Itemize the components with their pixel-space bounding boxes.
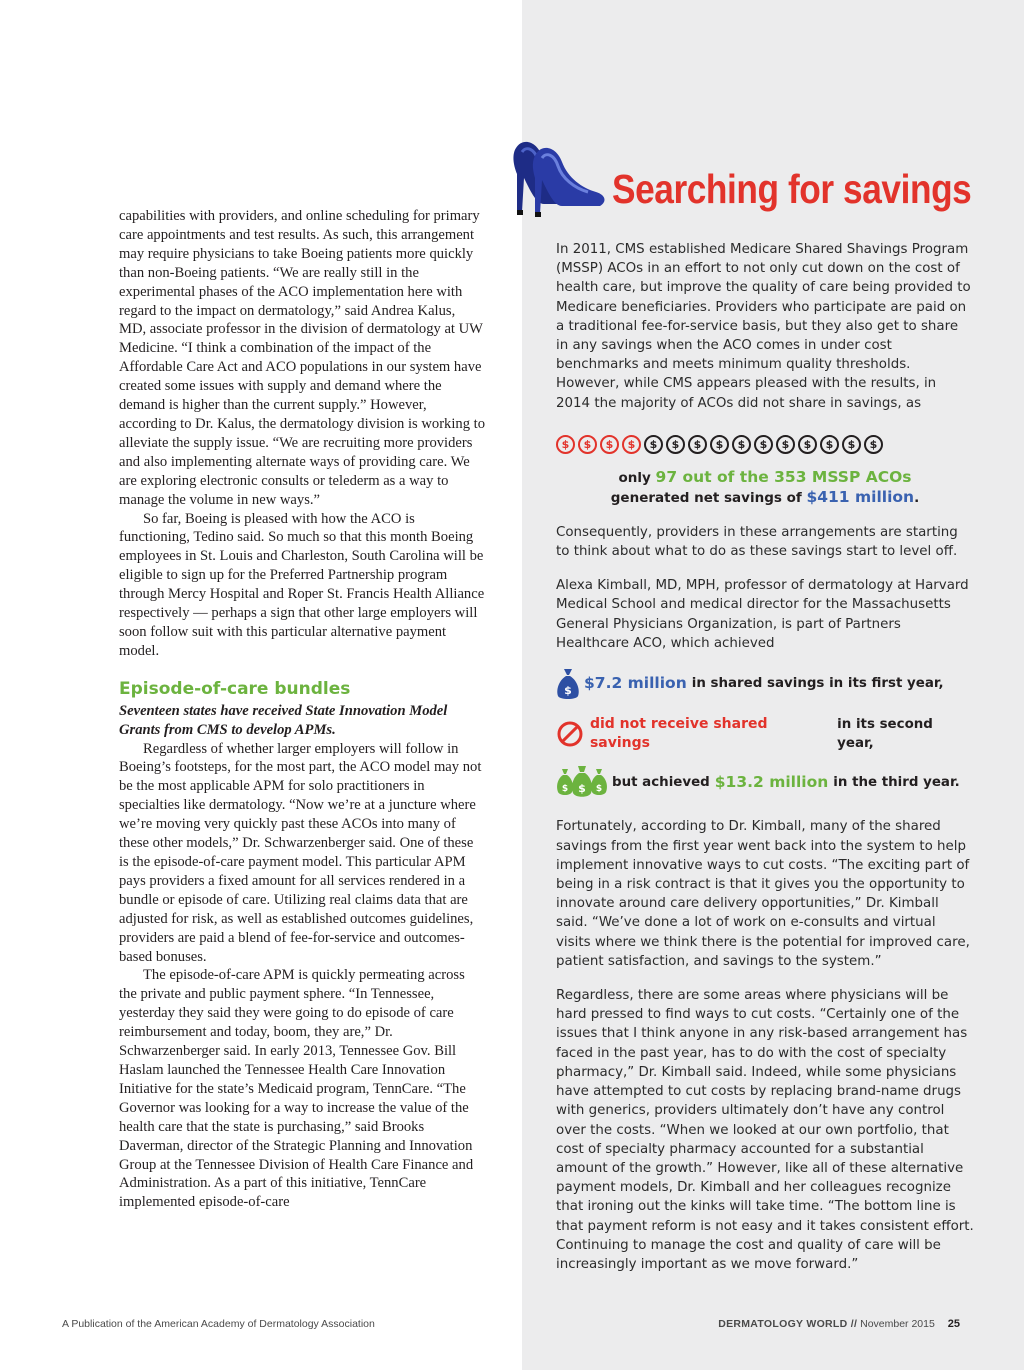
dollar-coin-icon-highlighted: $ [600, 435, 619, 454]
year1-amount: $7.2 million [584, 674, 687, 693]
article-paragraph: The episode-of-care APM is quickly permeating across the private and public payment sphere. “In Tennessee, yesterday they said they were going to do episode of care reimbursement and today, boom, they are,” Dr. Schwarzenberger said. In early 2013, Tennessee Gov. Bill Haslam launched the Tennessee Health Care Innovation Initiative for the state’s Medicaid program, TennCare. “The Governor was looking for a way to increase the value of the health care that the state is purchasing,” said Brooks Daverman, director of the Strategic Planning and Innovation Group at the Tennessee Division of Health Care Finance and Administration. As a part of this initiative, TennCare implemented episode-of-care [119, 967, 474, 1211]
year2-row [556, 715, 974, 753]
sidebar-intro: In 2011, CMS established Medicare Shared Shavings Program (MSSP) ACOs in an effort to not only cut down on the cost of health care, but improve the quality of care being provided to Medicare beneficiaries. Providers who participate are paid on a traditional fee-for-service basis, but they also get to share in any savings when the ACO comes in under cost benchmarks and meets minimum quality thresholds. However, while CMS appears pleased with the results, in 2014 the majority of ACOs did not share in savings, as [556, 242, 971, 411]
svg-text:$: $ [578, 782, 586, 796]
high-heels-icon [508, 134, 608, 224]
dollar-coin-icon-highlighted: $ [622, 435, 641, 454]
dollar-coin-icon-highlighted: $ [578, 435, 597, 454]
aco-savings-stat [556, 468, 974, 508]
section-heading: Episode-of-care bundles [119, 678, 351, 699]
dollar-coin-icon: $ [732, 435, 751, 454]
year3-pre: but achieved [612, 774, 710, 790]
page-number: 25 [947, 1318, 960, 1330]
dollar-coin-icon: $ [798, 435, 817, 454]
money-bag-icon [556, 667, 580, 701]
sidebar-paragraph: Regardless, there are some areas where physicians will be hard pressed to find ways to cut costs. “Certainly one of the issues that I think anyone in any risk-based arrangement has faced in the past year, has to do with the cost of specialty pharmacy,” Dr. Kimball said. Indeed, while some physicians have attempted to cut costs by replacing brand-name drugs with generics, providers ultimately don’t have any control over the costs. “When we looked at our own portfolio, that cost of specialty pharmacy accounted for a substantial amount of the growth.” However, like all of these alternative payment models, Dr. Kimball and her colleagues recognize that ironing out the kinks will take time. “The bottom line is that payment reform is not easy and it takes consistent effort. Continuing to manage the cost and quality of care will be increasingly important as we move forward.” [556, 988, 974, 1272]
article-paragraph: So far, Boeing is pleased with how the ACO is functioning, Tedino said. So much so that this month Boeing employees in St. Louis and Charleston, South Carolina will be eligible to sign up for the Preferred Partnership program through Mercy Hospital and Roper St. Francis Health Alliance respectively — perhaps a sign that other large employers will soon follow suit with this particular alternative payment model. [119, 510, 485, 659]
svg-text:$: $ [595, 784, 603, 795]
coin-row [556, 435, 974, 454]
sidebar-title: Searching for savings [612, 166, 972, 212]
stat-count: 97 out of the 353 MSSP ACOs [655, 467, 912, 486]
sidebar-paragraph: Consequently, providers in these arrangements are starting to think about what to do as these savings start to level off. [556, 524, 958, 560]
dollar-coin-icon: $ [710, 435, 729, 454]
year1-text: in shared savings in its first year, [691, 676, 944, 692]
dollar-coin-icon: $ [864, 435, 883, 454]
main-article-column [119, 207, 486, 1212]
dollar-coin-icon: $ [644, 435, 663, 454]
dollar-coin-icon: $ [776, 435, 795, 454]
money-bags-icon [556, 765, 608, 799]
year2-highlight: did not receive shared savings [589, 716, 768, 752]
footer-date: November 2015 [860, 1318, 935, 1330]
year1-row [556, 667, 974, 701]
no-entry-icon [556, 720, 584, 748]
year3-amount: $13.2 million [714, 772, 829, 791]
dollar-coin-icon: $ [842, 435, 861, 454]
dollar-coin-icon: $ [688, 435, 707, 454]
stat-generated: generated net savings of [610, 489, 802, 506]
sidebar-paragraph: Alexa Kimball, MD, MPH, professor of dermatology at Harvard Medical School and medical director for the Massachusetts General Physicians Organization, is part of Partners Healthcare ACO, which achieved [556, 578, 969, 651]
article-paragraph: Regardless of whether larger employers will follow in Boeing’s footsteps, for the most part, the ACO model may not be the most applicable APM for solo practitioners in specialties like dermatology. “Now we’re at a juncture where we’re moving very quickly past these ACOs into many of these other models,” Dr. Schwarzenberger said. One of these is the episode-of-care payment model. This particular APM pays providers a fixed amount for all services rendered in a bundle or episode of care. Utilizing real claims data that are adjusted for risk, as well as established outcomes guidelines, providers are paid a blend of fee-for-service and outcomes-based bonuses. [119, 740, 482, 965]
article-paragraph: capabilities with providers, and online scheduling for primary care appointments and test results. As such, this arrangement may require physicians to take Boeing patients more quickly than non-Boeing patients. “We are really still in the experimental phases of the ACO implementation here with regard to the impact on dermatology,” said Andrea Kalus, MD, associate professor in the division of dermatology at UW Medicine. “I think a combination of the impact of the Affordable Care Act and ACO populations in our system have created some issues with supply and demand where the demand is higher than the current supply.” However, according to Dr. Kalus, the dermatology division is working to alleviate the supply issue. “We are recruiting more providers and also implementing alternate ways of providing care. We are exploring electronic consults or telederm as a way to manage the volume in new ways.” [119, 208, 486, 508]
section-deck: Seventeen states have received State Innovation Model Grants from CMS to develop APMs. [119, 702, 448, 738]
footer-folio [718, 1318, 960, 1330]
footer-publication: A Publication of the American Academy of Dermatology Association [62, 1318, 375, 1330]
stat-amount: $411 million [806, 487, 915, 506]
dollar-coin-icon-highlighted: $ [556, 435, 575, 454]
svg-text:$: $ [564, 684, 572, 698]
dollar-coin-icon: $ [754, 435, 773, 454]
year2-text: in its second year, [837, 717, 933, 752]
dollar-coin-icon: $ [820, 435, 839, 454]
stat-period: . [914, 489, 920, 506]
dollar-coin-icon: $ [666, 435, 685, 454]
sidebar-content [556, 240, 974, 1274]
year3-text: in the third year. [833, 774, 960, 790]
footer-brand: DERMATOLOGY WORLD // [718, 1318, 858, 1330]
sidebar-paragraph: Fortunately, according to Dr. Kimball, many of the shared savings from the first year went back into the system to help implement innovative ways to cut costs. “The exciting part of being in a risk contract is that it gives you the opportunity to innovate around care delivery opportunities,” Dr. Kimball said. “We’ve done a lot of work on e-consults and virtual visits where we think there is the potential for improved care, patient satisfaction, and savings to the system.” [556, 819, 970, 969]
svg-text:$: $ [561, 784, 569, 795]
stat-only: only [618, 469, 651, 486]
year3-row [556, 765, 974, 799]
